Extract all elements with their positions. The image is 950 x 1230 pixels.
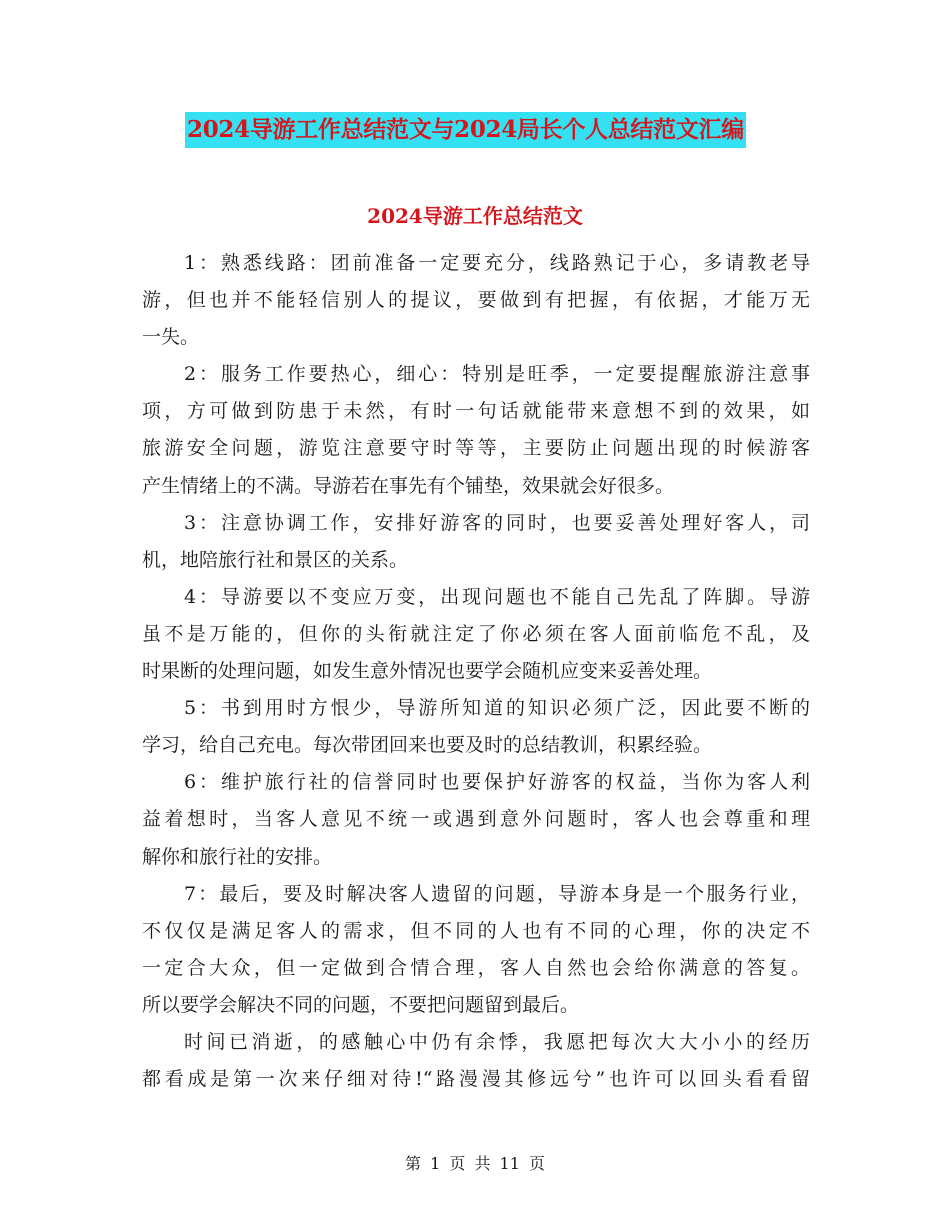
text-line: 时间已消逝，的感触心中仍有余悸，我愿把每次大大小小的经历 — [184, 1030, 810, 1053]
paragraph-3 — [142, 505, 810, 579]
section-title: 2024导游工作总结范文 — [367, 204, 583, 228]
text-line: 项，方可做到防患于未然，有时一句话就能带来意想不到的效果，如 — [142, 400, 810, 423]
text-line: 旅游安全问题，游览注意要守时等等，主要防止问题出现的时候游客 — [142, 437, 810, 460]
paragraph-4 — [142, 579, 810, 690]
document-body — [142, 245, 810, 1098]
text-line: 6：维护旅行社的信誉同时也要保护好游客的权益，当你为客人利 — [184, 771, 810, 794]
text-line: 所以要学会解决不同的问题，不要把问题留到最后。 — [142, 993, 580, 1016]
text-line: 学习，给自己充电。每次带团回来也要及时的总结教训，积累经验。 — [142, 734, 713, 757]
text-line: 不仅仅是满足客人的需求，但不同的人也有不同的心理，你的决定不 — [142, 919, 810, 942]
text-line: 解你和旅行社的安排。 — [142, 845, 333, 868]
paragraph-5 — [142, 690, 810, 764]
text-line: 产生情绪上的不满。导游若在事先有个铺垫，效果就会好很多。 — [142, 474, 675, 497]
text-line: 3：注意协调工作，安排好游客的同时，也要妥善处理好客人，司 — [184, 511, 810, 534]
text-line: 虽不是万能的，但你的头衔就注定了你必须在客人面前临危不乱，及 — [142, 622, 810, 645]
document-title: 2024导游工作总结范文与2024局长个人总结范文汇编 — [185, 112, 746, 148]
paragraph-1 — [142, 245, 810, 356]
page-footer: 第 1 页 共 11 页 — [405, 1154, 545, 1173]
paragraph-6 — [142, 764, 810, 875]
text-line: 游，但也并不能轻信别人的提议，要做到有把握，有依据，才能万无 — [142, 289, 810, 312]
text-line: 都看成是第一次来仔细对待!“路漫漫其修远兮”也许可以回头看看留 — [142, 1068, 810, 1091]
paragraph-7 — [142, 876, 810, 1024]
text-line: 4：导游要以不变应万变，出现问题也不能自己先乱了阵脚。导游 — [184, 585, 810, 608]
text-line: 5：书到用时方恨少，导游所知道的知识必须广泛，因此要不断的 — [184, 697, 810, 720]
text-line: 时果断的处理问题，如发生意外情况也要学会随机应变来妥善处理。 — [142, 660, 713, 683]
text-line: 机，地陪旅行社和景区的关系。 — [142, 548, 409, 571]
text-line: 一失。 — [142, 326, 200, 349]
text-line: 益着想时，当客人意见不统一或遇到意外问题时，客人也会尊重和理 — [142, 808, 810, 831]
text-line: 1：熟悉线路：团前准备一定要充分，线路熟记于心，多请教老导 — [184, 252, 810, 274]
paragraph-8 — [142, 1024, 810, 1098]
paragraph-2 — [142, 356, 810, 504]
text-line: 一定合大众，但一定做到合情合理，客人自然也会给你满意的答复。 — [142, 956, 810, 979]
text-line: 2：服务工作要热心，细心：特别是旺季，一定要提醒旅游注意事 — [184, 363, 810, 386]
text-line: 7：最后，要及时解决客人遗留的问题，导游本身是一个服务行业， — [184, 882, 810, 905]
